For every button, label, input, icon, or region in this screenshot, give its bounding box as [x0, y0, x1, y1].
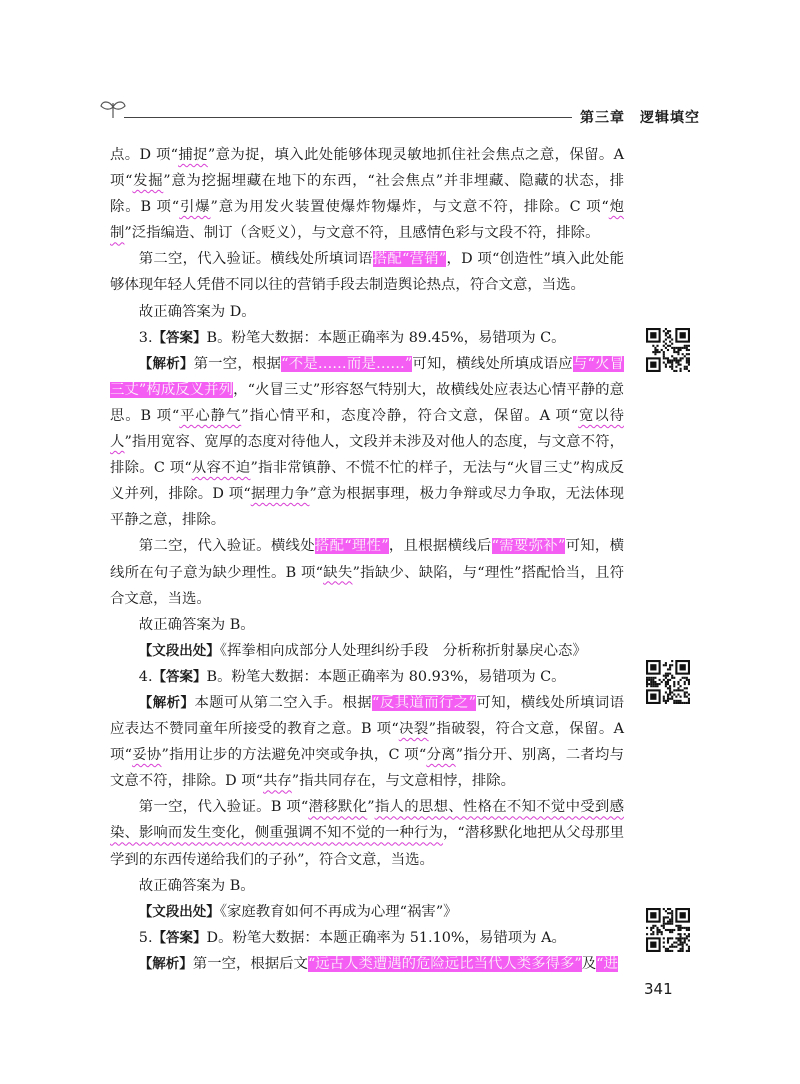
- header-rule: [124, 117, 572, 118]
- paragraph-q2-first-blank: 点。D 项“捕捉”意为捉，填入此处能够体现灵敏地抓住社会焦点之意，保留。A 项“发掘”意为挖掘埋藏在地下的东西，“社会焦点”并非埋藏、隐藏的状态，排除。B 项“引爆”意为用发火装置使爆炸物爆炸，与文意不符，排除。C 项“炮制”泛指编造、制订（含贬义），与文意不符，且感情色彩与文段不符，排除。: [110, 147, 624, 242]
- q3-correct-answer: 故正确答案为 B。: [138, 616, 255, 633]
- paragraph-q2-second-blank: 第二空，代入验证。横线处所填词语搭配“营销”，D 项“创造性”填入此处能够体现年轻人凭借不同以往的营销手段去制造舆论热点，符合文意，当选。: [110, 251, 624, 294]
- page-number: 341: [644, 980, 673, 998]
- q3-analysis: 【解析】第一空，根据“不是……而是……”可知，横线处所填成语应与“火冒三丈”构成反义并列，“火冒三丈”形容怒气特别大，故横线处应表达心情平静的意思。B 项“平心静气”指心情平和，态度冷静，符合文意，保留。A 项“宽以待人”指用宽容、宽厚的态度对待他人，文段并未涉及对他人的态度，与文意不符，排除。C 项“从容不迫”指非常镇静、不慌不忙的样子，无法与“火冒三丈”构成反义并列，排除。D 项“据理力争”意为根据事理，极力争辩或尽力争取，无法体现平静之意，排除。: [110, 355, 625, 529]
- page-body: [110, 142, 624, 977]
- q5-analysis: 【解析】第一空，根据后文“远古人类遭遇的危险远比当代人类多得多”及“进: [138, 955, 618, 972]
- q4-answer-line: 4.【答案】B。粉笔大数据：本题正确率为 80.93%，易错项为 C。: [138, 668, 566, 685]
- q4-source: 【文段出处】《家庭教育如何不再成为心理“祸害”》: [138, 903, 458, 920]
- qr-code-icon[interactable]: [646, 660, 690, 704]
- q3-source: 【文段出处】《挥拳相向成部分人处理纠纷手段 分析称折射暴戾心态》: [138, 642, 587, 659]
- page-header: [100, 96, 700, 126]
- chapter-title: 第三章 逻辑填空: [580, 110, 700, 126]
- q4-correct-answer: 故正确答案为 B。: [138, 877, 255, 894]
- paragraph-q2-answer: 故正确答案为 D。: [138, 303, 256, 320]
- q3-second-blank: 第二空，代入验证。横线处搭配“理性”，且根据横线后“需要弥补”可知，横线所在句子意为缺少理性。B 项“缺失”指缺少、缺陷，与“理性”搭配恰当，且符合文意，当选。: [110, 538, 624, 607]
- q5-answer-line: 5.【答案】D。粉笔大数据：本题正确率为 51.10%，易错项为 A。: [138, 929, 566, 946]
- q3-answer-line: 3.【答案】B。粉笔大数据：本题正确率为 89.45%，易错项为 C。: [138, 329, 566, 346]
- qr-code-icon[interactable]: [646, 908, 690, 952]
- q4-analysis: 【解析】本题可从第二空入手。根据“反其道而行之”可知，横线处所填词语应表达不赞同童年所接受的教育之意。B 项“决裂”指破裂，符合文意，保留。A 项“妥协”指用让步的方法避免冲突或争执，C 项“分离”指分开、别离，二者均与文意不符，排除。D 项“共存”指共同存在，与文意相悖，排除。: [110, 694, 624, 790]
- q4-first-blank: 第一空，代入验证。B 项“潜移默化”指人的思想、性格在不知不觉中受到感染、影响而发生变化，侧重强调不知不觉的一种行为，“潜移默化地把从父母那里学到的东西传递给我们的子孙”，符合文意，当选。: [110, 799, 624, 868]
- qr-code-icon[interactable]: [646, 328, 690, 372]
- leaf-icon: [100, 96, 126, 120]
